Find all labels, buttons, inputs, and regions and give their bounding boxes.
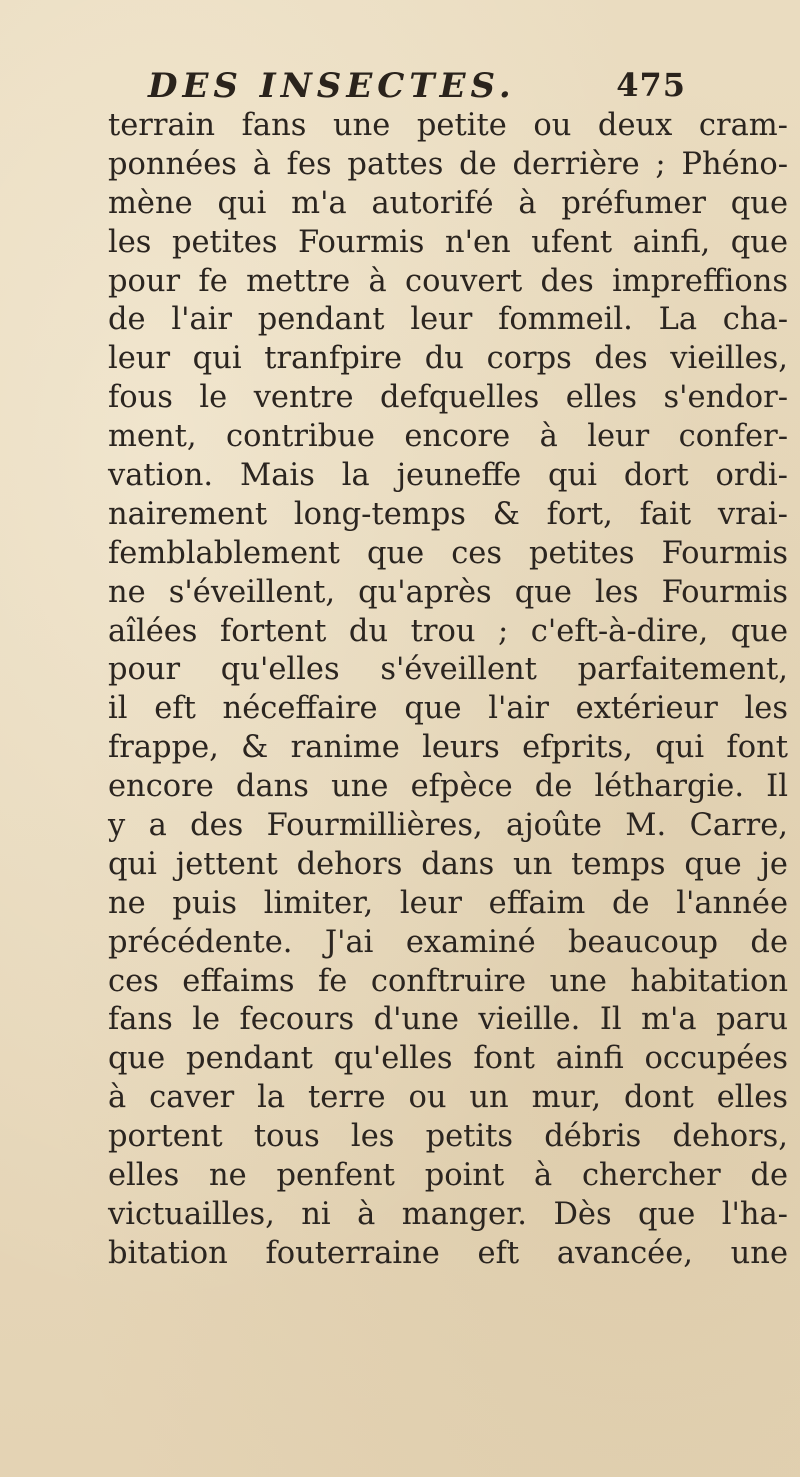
text-line: nairement long-temps & fort, fait vrai-: [108, 496, 788, 532]
text-line: frappe, & ranime leurs efprits, qui font: [108, 730, 788, 766]
text-line: précédente. J'ai examiné beaucoup de: [108, 924, 788, 960]
text-line: femblablement que ces petites Fourmis: [108, 535, 788, 571]
text-line: terrain fans une petite ou deux cram-: [108, 108, 788, 143]
text-line: portent tous les petits débris dehors,: [108, 1119, 788, 1155]
text-line: qui jettent dehors dans un temps que je: [108, 846, 788, 882]
text-line: fans le fecours d'une vieille. Il m'a paru: [108, 1002, 788, 1038]
text-line: ne puis limiter, leur effaim de l'année: [108, 885, 788, 921]
text-line: les petites Fourmis n'en ufent ainfi, que: [108, 224, 788, 260]
text-line: fous le ventre defquelles elles s'endor-: [108, 380, 788, 416]
text-line: mène qui m'a autorifé à préfumer que: [108, 185, 788, 221]
text-line: de l'air pendant leur fommeil. La cha-: [108, 302, 788, 338]
page-number: 475: [616, 66, 686, 104]
text-line: pour fe mettre à couvert des impreffions: [108, 263, 788, 299]
text-line: vation. Mais la jeuneffe qui dort ordi-: [108, 458, 788, 494]
text-line: y a des Fourmillières, ajoûte M. Carre,: [108, 808, 788, 844]
text-line: ment, contribue encore à leur confer-: [108, 419, 788, 455]
text-line: ces effaims fe conftruire une habitation: [108, 963, 788, 999]
text-line: victuailles, ni à manger. Dès que l'ha-: [108, 1196, 788, 1232]
running-head: [148, 66, 760, 110]
text-line: il eft néceffaire que l'air extérieur les: [108, 691, 788, 727]
text-line: à caver la terre ou un mur, dont elles: [108, 1080, 788, 1116]
text-line: aîlées fortent du trou ; c'eft-à-dire, que: [108, 613, 788, 649]
text-line: pour qu'elles s'éveillent parfaitement,: [108, 652, 788, 688]
body-text: [108, 107, 788, 1274]
text-line: bitation fouterraine eft avancée, une: [108, 1235, 788, 1271]
text-line: que pendant qu'elles font ainfi occupées: [108, 1041, 788, 1077]
text-line: elles ne penfent point à chercher de: [108, 1158, 788, 1194]
text-line: leur qui tranfpire du corps des vieilles,: [108, 341, 788, 377]
text-line: ponnées à fes pattes de derrière ; Phéno-: [108, 146, 788, 182]
text-line: encore dans une efpèce de léthargie. Il: [108, 769, 788, 805]
text-line: ne s'éveillent, qu'après que les Fourmis: [108, 574, 788, 610]
running-title: DES INSECTES.: [148, 66, 516, 106]
